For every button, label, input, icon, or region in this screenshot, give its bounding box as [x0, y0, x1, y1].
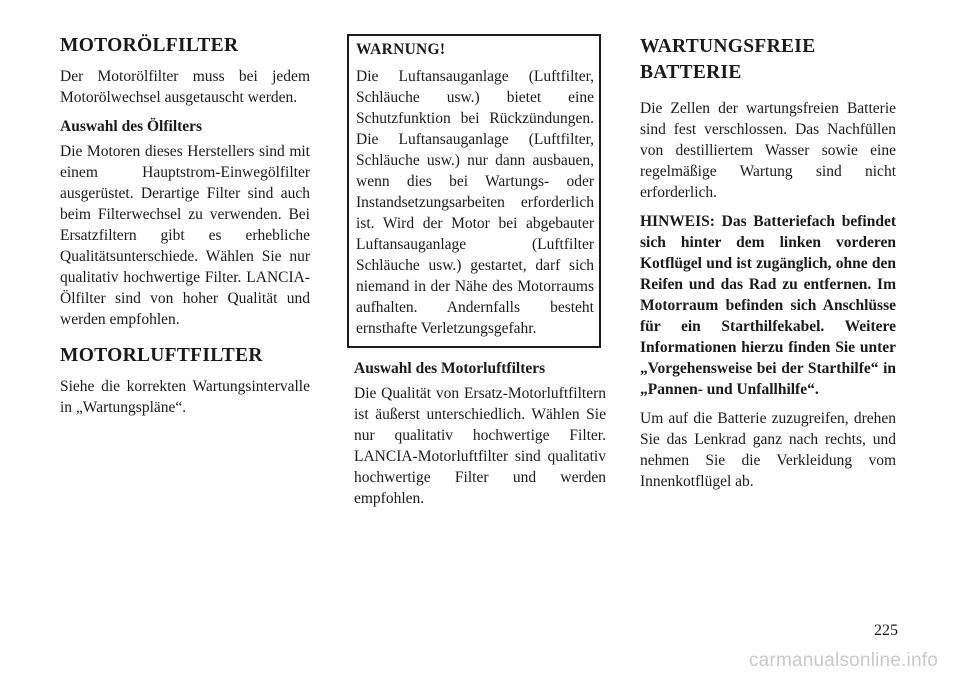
paragraph-luftfilter-qualitaet: Die Qualität von Ersatz-Motorluftfiltern ist äußerst unterschiedlich. Wählen Sie nur qualitativ hochwertige Filter. LANCIA-Motorluftfilter sind qualitativ hochwertige Filter und werden empfohlen. [354, 385, 606, 507]
warning-title: WARNUNG! [356, 41, 446, 58]
column-luftfilter [354, 34, 606, 517]
subheading-auswahl-luftfilter: Auswahl des Motorluftfilters [354, 360, 546, 377]
column-batterie [640, 34, 896, 500]
heading-wartungsfreie-batterie: WARTUNGSFREIE BATTERIE [640, 36, 816, 83]
heading-motoroelfilter: MOTORÖLFILTER [60, 35, 239, 56]
note-batteriefach: HINWEIS: Das Batteriefach befindet sich hinter dem linken vorderen Kotflügel und ist zugänglich, ohne den Reifen und das Rad zu entfernen. Im Motorraum befinden sich Anschlüsse für ein Starthilfekabel. Weitere Informationen hierzu finden Sie unter „Vorgehensweise bei der Starthilfe“ in „Pannen- und Unfallhilfe“. [640, 213, 896, 398]
subheading-auswahl-oelfilter: Auswahl des Ölfilters [60, 118, 203, 135]
page-number: 225 [874, 622, 898, 639]
paragraph-wartungsintervalle: Siehe die korrekten Wartungsintervalle in „Wartungspläne“. [60, 378, 310, 416]
column-motoroelfilter [60, 34, 310, 426]
paragraph-oelfilter-qualitaet: Die Motoren dieses Herstellers sind mit einem Hauptstrom-Einwegölfilter ausgerüstet. Derartige Filter sind auch beim Filterwechsel zu verwenden. Bei Ersatzfiltern gibt es erhebliche Qualitätsunterschiede. Wählen Sie nur qualitativ hochwertige Filter. LANCIA-Ölfilter sind von hoher Qualität und werden empfohlen. [60, 143, 310, 328]
warning-text: Die Luftansauganlage (Luftfilter, Schläuche usw.) bietet eine Schutzfunktion bei Rückzündungen. Die Luftansauganlage (Luftfilter, Schläuche usw.) nur dann ausbauen, wenn dies bei Wartungs- oder Instandsetzungsarbeiten erforderlich ist. Wird der Motor bei abgebauter Luftansauganlage (Luftfilter Schläuche usw.) gestartet, darf sich niemand in der Nähe des Motorraums aufhalten. Andernfalls besteht ernsthafte Verletzungsgefahr. [356, 68, 594, 337]
warning-box [347, 34, 601, 348]
paragraph-batterie-zugriff: Um auf die Batterie zuzugreifen, drehen Sie das Lenkrad ganz nach rechts, und nehmen Sie die Verkleidung vom Innenkotflügel ab. [640, 410, 896, 490]
heading-motorluftfilter: MOTORLUFTFILTER [60, 345, 263, 366]
paragraph-batterie-zellen: Die Zellen der wartungsfreien Batterie sind fest verschlossen. Das Nachfüllen von destilliertem Wasser sowie eine regelmäßige Wartung sind nicht erforderlich. [640, 100, 896, 201]
paragraph-oelfilter-wechsel: Der Motorölfilter muss bei jedem Motorölwechsel ausgetauscht werden. [60, 68, 310, 106]
watermark: carmanualsonline.info [748, 650, 938, 671]
